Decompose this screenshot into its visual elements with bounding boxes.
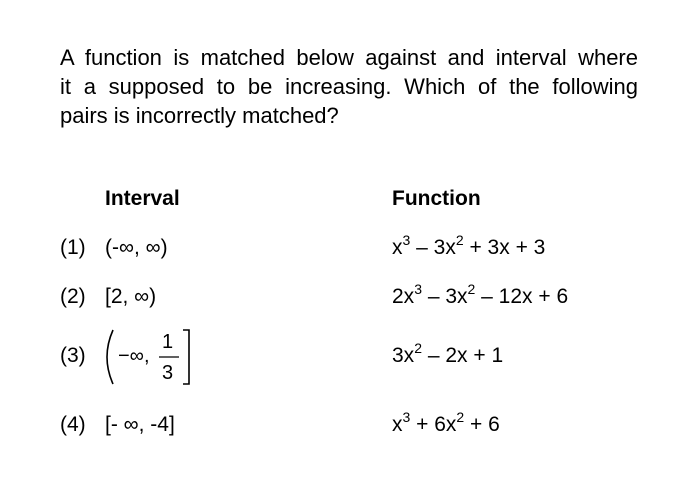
- function-term: + 6x: [410, 413, 457, 436]
- function-exponent: 2: [455, 232, 464, 248]
- option-interval-4: [- ∞, -4]: [105, 413, 175, 436]
- interval-lower-bound: −∞,: [118, 345, 150, 367]
- close-bracket: [183, 330, 189, 384]
- option-function-2: [392, 281, 569, 310]
- question-line-3: pairs is incorrectly matched?: [60, 103, 339, 128]
- function-exponent: 2: [467, 281, 476, 297]
- question-line-2: it a supposed to be increasing. Which of the following: [60, 74, 638, 99]
- option-function-3: [392, 340, 504, 369]
- option-number-1: (1): [60, 236, 86, 259]
- function-term: + 6: [464, 413, 500, 436]
- function-term: – 3x: [421, 285, 468, 308]
- function-exponent: 3: [402, 232, 411, 248]
- function-term: x: [392, 413, 403, 436]
- option-interval-2: [2, ∞): [105, 285, 157, 308]
- fraction-denominator: 3: [162, 362, 174, 384]
- fraction-numerator: 1: [162, 331, 174, 353]
- function-exponent: 2: [456, 409, 465, 425]
- function-exponent: 2: [414, 340, 422, 356]
- question-text: [60, 43, 638, 130]
- option-number-4: (4): [60, 413, 86, 436]
- function-term: – 3x: [410, 236, 456, 259]
- option-function-1: [392, 232, 546, 261]
- option-interval-1: (-∞, ∞): [105, 236, 168, 259]
- interval-brackets: [101, 326, 201, 388]
- question-line-1: A function is matched below against and interval where: [60, 45, 638, 70]
- function-term: x: [392, 236, 403, 259]
- function-term: 3x: [392, 344, 415, 367]
- function-term: – 2x + 1: [421, 344, 504, 367]
- function-exponent: 3: [402, 409, 411, 425]
- function-term: + 3x + 3: [463, 236, 546, 259]
- option-number-2: (2): [60, 285, 86, 308]
- open-parenthesis: [107, 330, 113, 384]
- interval-column-header: Interval: [105, 187, 180, 210]
- function-column-header: Function: [392, 187, 481, 210]
- function-exponent: 3: [414, 281, 422, 297]
- function-term: 2x: [392, 285, 415, 308]
- option-interval-3: [101, 326, 201, 388]
- option-number-3: (3): [60, 344, 86, 367]
- option-function-4: [392, 409, 500, 438]
- function-term: – 12x + 6: [475, 285, 569, 308]
